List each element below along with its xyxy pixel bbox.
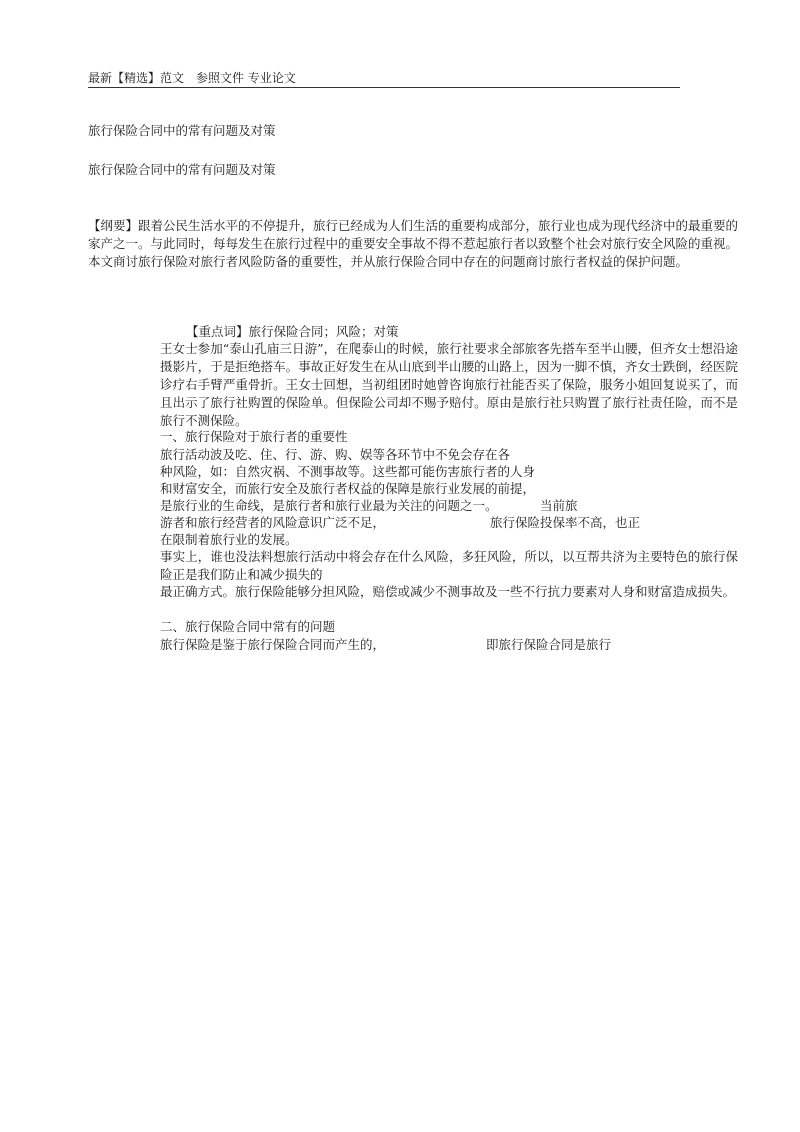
abstract-paragraph: 【纲要】跟着公民生活水平的不停提升，旅行已经成为人们生活的重要构成部分，旅行业也成为现代经济中的最重要的家产之一。与此同时，每每发生在旅行过程中的重要安全事故不得不惹起旅行者以致整个社会对旅行安全风险的重视。本文商讨旅行保险对旅行者风险防备的重要性，并从旅行保险合同中存在的问题商讨旅行者权益的保护问题。 bbox=[88, 218, 739, 269]
section-1-line: 种风险，如：自然灾祸、不测事故等。这些都可能伤害旅行者的人身 bbox=[160, 464, 536, 479]
title-line-2: 旅行保险合同中的常有问题及对策 bbox=[88, 162, 276, 177]
section-1-line-fragment: 旅行保险投保率不高，也正 bbox=[490, 515, 641, 530]
keywords-line: 【重点词】旅行保险合同；风险；对策 bbox=[186, 324, 399, 339]
case-paragraph: 王女士参加“泰山孔庙三日游”，在爬泰山的时候，旅行社要求全部旅客先搭车至半山腰，但齐女士想沿途摄影片，于是拒绝搭车。事故正好发生在从山底到半山腰的山路上，因为一脚不慎，齐女士跌倒，经医院诊疗右手臂严重骨折。王女士回想，当初组团时她曾咨询旅行社能否买了保险，服务小姐回复说买了，而且出示了旅行社购置的保险单。但保险公司却不赐予赔付。原由是旅行社只购置了旅行社责任险，而不是旅行不测保险。 bbox=[160, 341, 738, 428]
section-1-paragraph-2: 事实上，谁也没法料想旅行活动中将会存在什么风险，多狂风险，所以，以互帮共济为主要特色的旅行保险正是我们防止和减少损失的 bbox=[160, 549, 738, 582]
title-line-1: 旅行保险合同中的常有问题及对策 bbox=[88, 123, 276, 138]
section-1-line: 和财富安全，而旅行安全及旅行者权益的保障是旅行业发展的前提， bbox=[160, 481, 536, 496]
section-1-line: 游者和旅行经营者的风险意识广泛不足， bbox=[160, 515, 386, 530]
section-2-heading: 二、旅行保险合同中常有的问题 bbox=[160, 619, 336, 634]
section-1-line: 是旅行业的生命线，是旅行者和旅行业最为关注的问题之一。 bbox=[160, 498, 498, 513]
section-1-paragraph-3: 最正确方式。旅行保险能够分担风险，赔偿或减少不测事故及一些不行抗力要素对人身和财富造成损失。 bbox=[160, 584, 736, 599]
section-1-line-fragment: 当前旅 bbox=[540, 498, 578, 513]
section-1-heading: 一、旅行保险对于旅行者的重要性 bbox=[160, 429, 348, 444]
page-header: 最新【精选】范文 参照文件 专业论文 bbox=[88, 70, 680, 88]
section-2-line: 旅行保险是鉴于旅行保险合同而产生的， bbox=[160, 637, 386, 652]
section-1-line: 旅行活动波及吃、住、行、游、购、娱等各环节中不免会存在各 bbox=[160, 447, 511, 462]
section-1-line: 在限制着旅行业的发展。 bbox=[160, 532, 298, 547]
section-2-line-fragment: 即旅行保险合同是旅行 bbox=[486, 637, 612, 652]
